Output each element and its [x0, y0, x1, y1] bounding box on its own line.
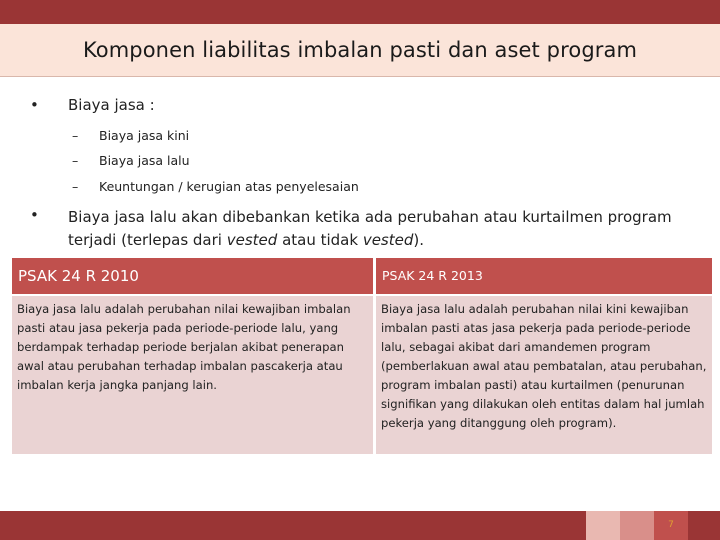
decor-block [620, 511, 654, 540]
slide-title: Komponen liabilitas imbalan pasti dan aset program [82, 38, 638, 62]
table-cell-psak-2010 [12, 296, 373, 454]
bullet-text-emphasis: vested [226, 231, 278, 249]
decor-block [586, 511, 620, 540]
bullet-text-part: Biaya jasa lalu akan dibebankan ketika ada perubahan atau kurtailmen program terjadi (terlepas dari [68, 208, 672, 249]
table-cell-psak-2013 [376, 296, 712, 454]
top-decor-bar [0, 0, 720, 24]
bullet-text-emphasis: vested [362, 231, 414, 249]
sub-bullet-text: Biaya jasa kini [99, 128, 190, 143]
bullet-dot-icon: • [30, 96, 39, 114]
cell-text: Biaya jasa lalu adalah perubahan nilai kewajiban imbalan pasti atau jasa pekerja pada periode-periode lalu, yang berdampak terhadap periode berjalan akibat penerapan awal atau perubahan terhadap imbalan pascakerja atau imbalan kerja jangka panjang lain. [17, 302, 351, 392]
bullet-text-part: atau tidak [277, 231, 363, 249]
decor-block [688, 511, 720, 540]
bullet-text: Biaya jasa : [68, 96, 155, 114]
table-header-psak-2010 [12, 258, 373, 294]
table-header-psak-2013 [376, 258, 712, 294]
header-text: PSAK 24 R 2010 [18, 267, 139, 285]
bullet-dot-icon: • [30, 206, 39, 224]
page-number: 7 [668, 520, 674, 530]
bullet-text-part: ). [413, 231, 425, 249]
dash-icon: – [72, 179, 79, 194]
comparison-table [12, 258, 712, 454]
dash-icon: – [72, 128, 79, 143]
cell-text: Biaya jasa lalu adalah perubahan nilai kini kewajiban imbalan pasti atas jasa pekerja pada periode-periode lalu, sebagai akibat dari amandemen program (pemberlakuan awal atau pembatalan, atau perubahan, program imbalan pasti) atau kurtailmen (penurunan signifikan yang dilakukan oleh entitas dalam hal jumlah pekerja yang ditanggung oleh program). [381, 302, 707, 430]
bullet-text [68, 206, 688, 252]
title-band [0, 24, 720, 77]
dash-icon: – [72, 153, 79, 168]
header-text: PSAK 24 R 2013 [382, 268, 483, 283]
sub-bullet-text: Keuntungan / kerugian atas penyelesaian [99, 179, 359, 194]
sub-bullet-text: Biaya jasa lalu [99, 153, 190, 168]
